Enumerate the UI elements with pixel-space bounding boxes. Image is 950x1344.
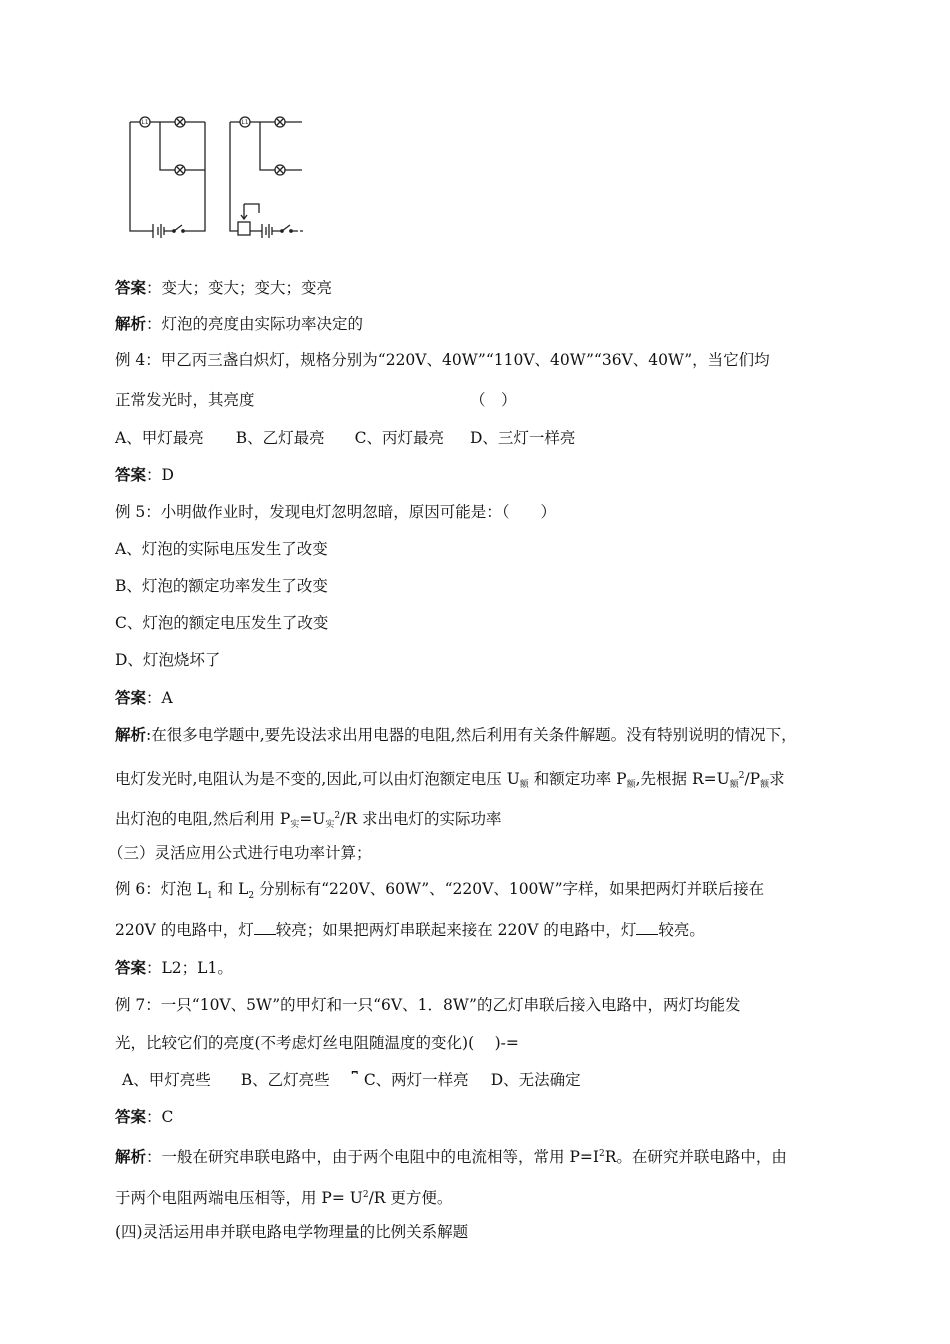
superscript: 2	[598, 1149, 605, 1159]
answer-label: 答案	[115, 688, 147, 707]
answer-label: 答案	[115, 958, 147, 977]
answer-line-4	[115, 958, 233, 978]
right-rheostat-icon	[238, 222, 250, 235]
text-run: 较亮；如果把两灯串联起来接在 220V 的电路中，灯	[275, 921, 637, 939]
answer-line-5	[115, 1107, 173, 1127]
example-4-question: 例 4：甲乙丙三盏白炽灯，规格分别为“220V、40W”“110V、40W”“36V、40W”，当它们均	[115, 351, 770, 369]
subscript: 额	[729, 780, 739, 791]
example-6-question-cont	[115, 920, 705, 940]
text-run: 于两个电阻两端电压相等，用 P= U	[115, 1189, 363, 1208]
circuit-diagram	[120, 100, 320, 250]
stray-mark: ⎴	[351, 1071, 358, 1089]
example-7-question: 例 7：一只“10V、5W”的甲灯和一只“6V、1．8W”的乙灯串联后接入电路中，两灯均能发	[115, 996, 741, 1014]
analysis-line-3	[115, 1144, 787, 1167]
analysis-label: 解析	[115, 1147, 147, 1167]
answer-text: ：A	[146, 689, 173, 707]
answer-label: 答案	[115, 1107, 147, 1126]
text-run: ：一般在研究串联电路中，由于两个电阻中的电流相等，常用 P=I	[146, 1148, 599, 1167]
text-run: 电灯发光时,电阻认为是不变的,因此,可以由灯泡额定电压 U	[115, 770, 520, 789]
example-5-option-a: A、灯泡的实际电压发生了改变	[115, 540, 328, 558]
example-5-option-c: C、灯泡的额定电压发生了改变	[115, 614, 329, 632]
answer-line-1	[115, 278, 332, 298]
text-run: 出灯泡的电阻,然后利用 P	[115, 810, 291, 829]
answer-line-2	[115, 465, 174, 485]
superscript: 2	[362, 1190, 369, 1200]
text-run: /P	[744, 770, 761, 789]
fill-blank-1[interactable]	[254, 920, 276, 935]
example-4-options	[115, 428, 575, 448]
left-lamp-a-label: L1	[141, 119, 149, 126]
analysis-line-2-cont2	[115, 806, 501, 832]
right-circuit-wire	[230, 122, 302, 222]
question-text: 正常发光时，其亮度	[115, 391, 255, 409]
answer-text: ：D	[146, 466, 174, 484]
superscript: 2	[334, 811, 341, 821]
text-run: /R 求出电灯的实际功率	[340, 810, 502, 829]
option-d: D、无法确定	[490, 1071, 581, 1089]
answer-label: 答案	[115, 278, 147, 297]
subscript: 额	[760, 780, 770, 791]
example-7-question-cont: 光，比较它们的亮度(不考虑灯丝电阻随温度的变化)( )-=	[115, 1034, 519, 1052]
analysis-text: :在很多电学题中,要先设法求出用电器的电阻,然后利用有关条件解题。没有特别说明的情况下，	[146, 726, 797, 744]
fill-blank-2[interactable]	[636, 920, 658, 935]
answer-line-3	[115, 688, 173, 708]
section-heading-3: （三）灵活应用公式进行电功率计算；	[108, 844, 372, 862]
text-run: 求	[769, 770, 785, 789]
example-5-question: 例 5：小明做作业时，发现电灯忽明忽暗，原因可能是：（ ）	[115, 503, 557, 521]
text-run: /R 更方便。	[368, 1189, 453, 1208]
example-4-question-cont	[115, 390, 517, 410]
option-c: C、两灯一样亮	[363, 1071, 469, 1089]
text-run: 较亮。	[658, 921, 705, 939]
answer-blank-paren: （ ）	[470, 391, 517, 409]
subscript: 额	[519, 780, 529, 791]
answer-label: 答案	[115, 465, 147, 484]
analysis-line-3-cont	[115, 1185, 452, 1208]
example-6-question	[115, 879, 764, 906]
text-run: 分别标有“220V、60W”、“220V、100W”字样，如果把两灯并联后接在	[254, 880, 765, 898]
analysis-label: 解析	[115, 314, 147, 333]
option-a: A、甲灯亮些	[122, 1071, 211, 1089]
answer-text: ：L2；L1。	[146, 959, 233, 977]
subscript: 额	[626, 780, 636, 791]
option-d: D、三灯一样亮	[469, 429, 576, 447]
right-battery-icon	[258, 224, 278, 238]
option-b: B、乙灯亮些	[240, 1071, 330, 1089]
subscript: 实	[290, 820, 300, 831]
option-b: B、乙灯最亮	[235, 429, 325, 447]
superscript: 2	[738, 771, 745, 781]
right-lamp-a-label: L1	[241, 119, 249, 126]
text-run: R。在研究并联电路中，由	[604, 1148, 787, 1167]
answer-text: ：C	[146, 1108, 174, 1126]
analysis-line-2-cont	[115, 766, 785, 792]
text-run: 和 L	[212, 880, 249, 898]
section-heading-4: (四)灵活运用串并联电路电学物理量的比例关系解题	[115, 1223, 469, 1241]
analysis-line-1	[115, 314, 363, 334]
subscript: 实	[325, 820, 335, 831]
text-run: ,先根据 R=U	[635, 770, 730, 789]
answer-text: ：变大；变大；变大；变亮	[146, 279, 333, 297]
example-5-option-b: B、灯泡的额定功率发生了改变	[115, 577, 328, 595]
text-run: 220V 的电路中，灯	[115, 921, 254, 939]
example-7-options	[122, 1070, 581, 1090]
subscript: 1	[207, 891, 213, 902]
option-a: A、甲灯最亮	[115, 429, 204, 447]
example-5-option-d: D、灯泡烧坏了	[115, 651, 221, 669]
analysis-label: 解析	[115, 725, 147, 744]
subscript: 2	[248, 891, 255, 902]
option-c: C、丙灯最亮	[354, 429, 444, 447]
analysis-line-2	[115, 725, 797, 745]
text-run: =U	[299, 810, 326, 829]
text-run: 例 6：灯泡 L	[115, 880, 208, 898]
left-circuit-wire	[130, 122, 205, 231]
text-run: 和额定功率 P	[528, 770, 627, 789]
analysis-text: ：灯泡的亮度由实际功率决定的	[146, 315, 364, 333]
left-battery-icon	[148, 224, 170, 238]
